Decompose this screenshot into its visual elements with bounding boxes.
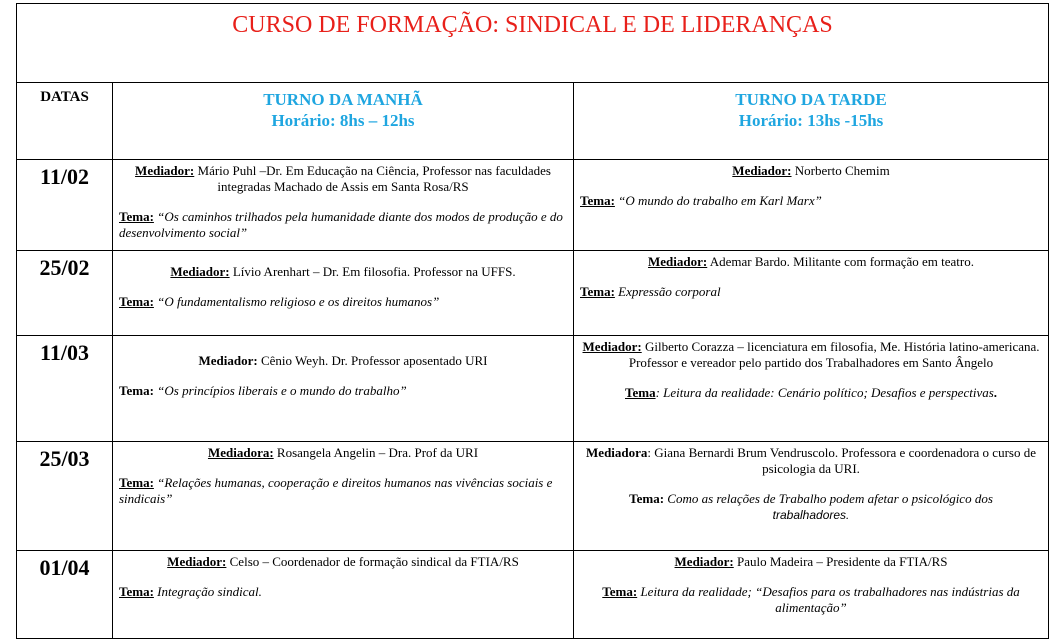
- schedule-table: [16, 3, 1049, 639]
- mediator-text: Celso – Coordenador de formação sindical da FTIA/RS: [226, 554, 519, 569]
- afternoon-cell: [574, 551, 1049, 639]
- theme-line: [119, 383, 567, 399]
- theme-line: [119, 475, 567, 507]
- mediator-line: [580, 554, 1042, 570]
- table-row: [17, 551, 1049, 639]
- mediator-line: [119, 554, 567, 570]
- mediator-text: Lívio Arenhart – Dr. Em filosofia. Professor na UFFS.: [229, 264, 516, 279]
- afternoon-cell: [574, 336, 1049, 442]
- mediator-text: Paulo Madeira – Presidente da FTIA/RS: [733, 554, 948, 569]
- morning-cell: [113, 442, 574, 551]
- theme-end: .: [993, 385, 998, 400]
- mediator-text: Rosangela Angelin – Dra. Prof da URI: [273, 445, 479, 460]
- header-row: [17, 83, 1049, 160]
- theme-line: [580, 284, 1042, 300]
- theme-text: Expressão corporal: [614, 284, 721, 299]
- mediator-line: [580, 339, 1042, 371]
- table-row: [17, 251, 1049, 336]
- theme-label: Tema:: [119, 383, 158, 398]
- theme-text: “O fundamentalismo religioso e os direitos humanos”: [153, 294, 440, 309]
- morning-cell: [113, 160, 574, 251]
- theme-label: Tema:: [629, 491, 665, 506]
- theme-line: [580, 584, 1042, 616]
- theme-text: “Os caminhos trilhados pela humanidade diante dos modos de produção e do desenvolvimento social”: [119, 209, 563, 240]
- theme-line: [580, 491, 1042, 523]
- mediator-label: Mediador:: [648, 254, 708, 269]
- theme-text: “Os princípios liberais e o mundo do trabalho”: [157, 383, 407, 398]
- morning-cell: [113, 336, 574, 442]
- theme-line: [119, 209, 567, 241]
- mediator-label: Mediadora: [586, 445, 648, 460]
- morning-cell: [113, 551, 574, 639]
- mediator-label: Mediador:: [198, 353, 258, 368]
- mediator-text: Gilberto Corazza – licenciatura em filosofia, Me. História latino-americana. Professor e vereador pelo partido dos Trabalhadores em Santo Ângelo: [628, 339, 1040, 370]
- morning-cell: [113, 251, 574, 336]
- theme-line: [580, 385, 1042, 401]
- date-cell: 25/02: [17, 251, 113, 336]
- mediator-text: Norberto Chemim: [791, 163, 890, 178]
- morning-hours: Horário: 8hs – 12hs: [271, 111, 415, 130]
- theme-text: Leitura da realidade; “Desafios para os trabalhadores nas indústrias da alimentação”: [637, 584, 1020, 615]
- theme-text: “O mundo do trabalho em Karl Marx”: [614, 193, 822, 208]
- afternoon-cell: [574, 160, 1049, 251]
- theme-tail: trabalhadores.: [772, 508, 850, 522]
- table-row: [17, 160, 1049, 251]
- afternoon-cell: [574, 251, 1049, 336]
- table-row: [17, 442, 1049, 551]
- theme-label: Tema:: [602, 584, 638, 599]
- afternoon-hours: Horário: 13hs -15hs: [738, 111, 884, 130]
- theme-label: Tema:: [119, 209, 154, 224]
- theme-label: Tema:: [119, 584, 154, 599]
- mediator-text: Mário Puhl –Dr. Em Educação na Ciência, Professor nas faculdades integradas Machado de Assis em Santa Rosa/RS: [194, 163, 551, 194]
- mediator-line: [580, 254, 1042, 270]
- morning-title: TURNO DA MANHÃ: [263, 90, 423, 109]
- theme-text: “Relações humanas, cooperação e direitos humanos nas vivências sociais e sindicais”: [119, 475, 553, 506]
- mediator-line: [119, 353, 567, 369]
- mediator-label: Mediador:: [170, 264, 230, 279]
- theme-label: Tema:: [119, 294, 154, 309]
- mediator-line: [119, 445, 567, 461]
- mediator-label: Mediador:: [732, 163, 792, 178]
- theme-label: Tema:: [119, 475, 154, 490]
- mediator-label: Mediador:: [167, 554, 227, 569]
- date-cell: 25/03: [17, 442, 113, 551]
- mediator-label: Mediador:: [582, 339, 642, 354]
- table-row: [17, 336, 1049, 442]
- datas-header: DATAS: [17, 83, 113, 160]
- page-title: CURSO DE FORMAÇÃO: SINDICAL E DE LIDERANÇAS: [232, 12, 833, 38]
- mediator-label: Mediador:: [674, 554, 734, 569]
- theme-label: Tema:: [580, 193, 615, 208]
- date-cell: 11/03: [17, 336, 113, 442]
- date-cell: 01/04: [17, 551, 113, 639]
- mediator-line: [580, 445, 1042, 477]
- morning-header: [113, 83, 574, 160]
- mediator-text: Ademar Bardo. Militante com formação em teatro.: [707, 254, 975, 269]
- date-cell: 11/02: [17, 160, 113, 251]
- mediator-text: : Giana Bernardi Brum Vendruscolo. Professora e coordenadora o curso de psicologia da URI.: [647, 445, 1036, 476]
- afternoon-title: TURNO DA TARDE: [735, 90, 887, 109]
- title-cell: [17, 4, 1049, 83]
- theme-label: Tema: [625, 385, 656, 400]
- theme-label: Tema:: [580, 284, 615, 299]
- mediator-label: Mediadora:: [207, 445, 274, 460]
- mediator-line: [119, 264, 567, 280]
- theme-text: : Leitura da realidade: Cenário político; Desafios e perspectivas: [655, 385, 994, 400]
- theme-text: Como as relações de Trabalho podem afetar o psicológico dos: [664, 491, 993, 506]
- afternoon-header: [574, 83, 1049, 160]
- mediator-line: [580, 163, 1042, 179]
- mediator-line: [119, 163, 567, 195]
- theme-line: [580, 193, 1042, 209]
- mediator-label: Mediador:: [135, 163, 195, 178]
- theme-line: [119, 584, 567, 600]
- mediator-text: Cênio Weyh. Dr. Professor aposentado URI: [257, 353, 488, 368]
- theme-text: Integração sindical.: [153, 584, 262, 599]
- afternoon-cell: [574, 442, 1049, 551]
- theme-line: [119, 294, 567, 310]
